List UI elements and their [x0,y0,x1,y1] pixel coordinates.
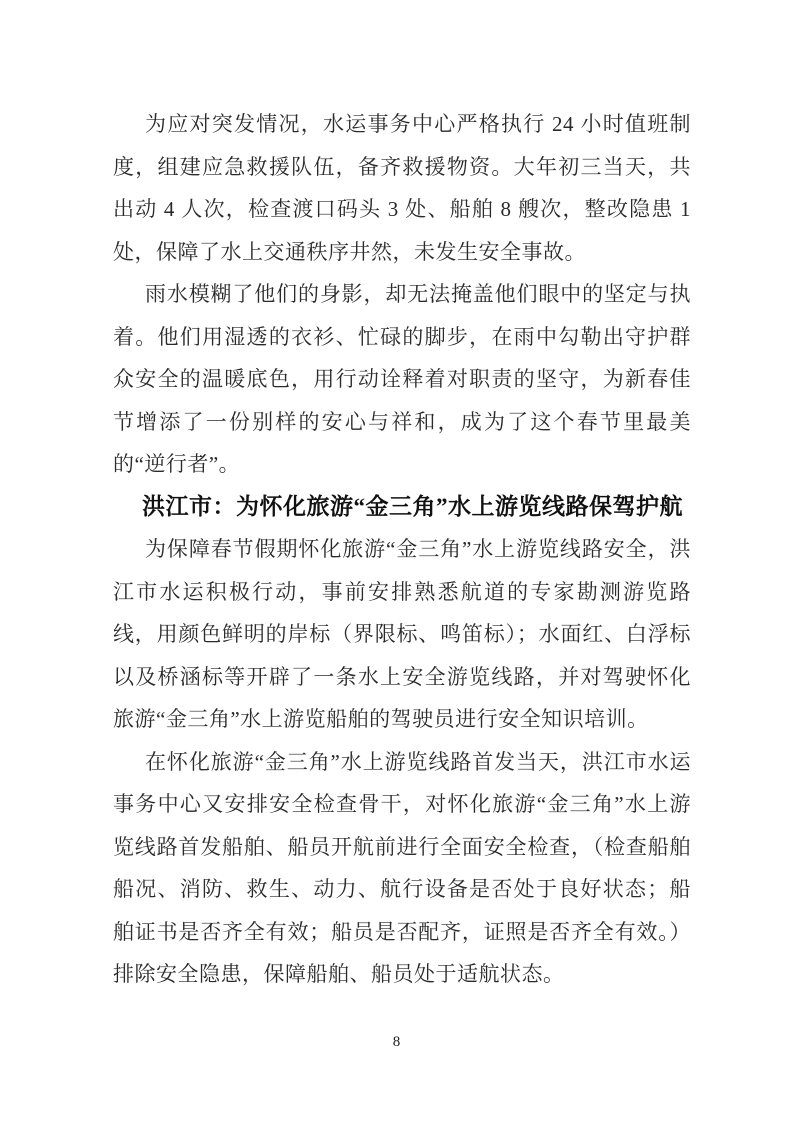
paragraph: 为应对突发情况，水运事务中心严格执行 24 小时值班制度，组建应急救援队伍，备齐救援物资。大年初三当天，共出动 4 人次，检查渡口码头 3 处、船舶 8 艘次，整改隐患 1 处，保障了水上交通秩序井然，未发生安全事故。 [113,112,691,264]
paragraph: 雨水模糊了他们的身影，却无法掩盖他们眼中的坚定与执着。他们用湿透的衣衫、忙碌的脚步，在雨中勾勒出守护群众安全的温暖底色，用行动诠释着对职责的坚守，为新春佳节增添了一份别样的安心与祥和，成为了这个春节里最美的“逆行者”。 [113,282,691,476]
page-number: 8 [392,1034,401,1050]
document-body [113,103,691,996]
paragraph: 在怀化旅游“金三角”水上游览线路首发当天，洪江市水运事务中心又安排安全检查骨干，对怀化旅游“金三角”水上游览线路首发船舶、船员开航前进行全面安全检查，（检查船舶船况、消防、救生、动力、航行设备是否处于良好状态；船舶证书是否齐全有效；船员是否配齐，证照是否齐全有效。）排除安全隐患，保障船舶、船员处于适航状态。 [113,749,691,986]
paragraph: 为保障春节假期怀化旅游“金三角”水上游览线路安全，洪江市水运积极行动，事前安排熟悉航道的专家勘测游览路线，用颜色鲜明的岸标（界限标、鸣笛标）；水面红、白浮标以及桥涵标等开辟了一条水上安全游览线路，并对驾驶怀化旅游“金三角”水上游览船舶的驾驶员进行安全知识培训。 [113,537,691,731]
section-heading: 洪江市：为怀化旅游“金三角”水上游览线路保驾护航 [142,493,683,519]
